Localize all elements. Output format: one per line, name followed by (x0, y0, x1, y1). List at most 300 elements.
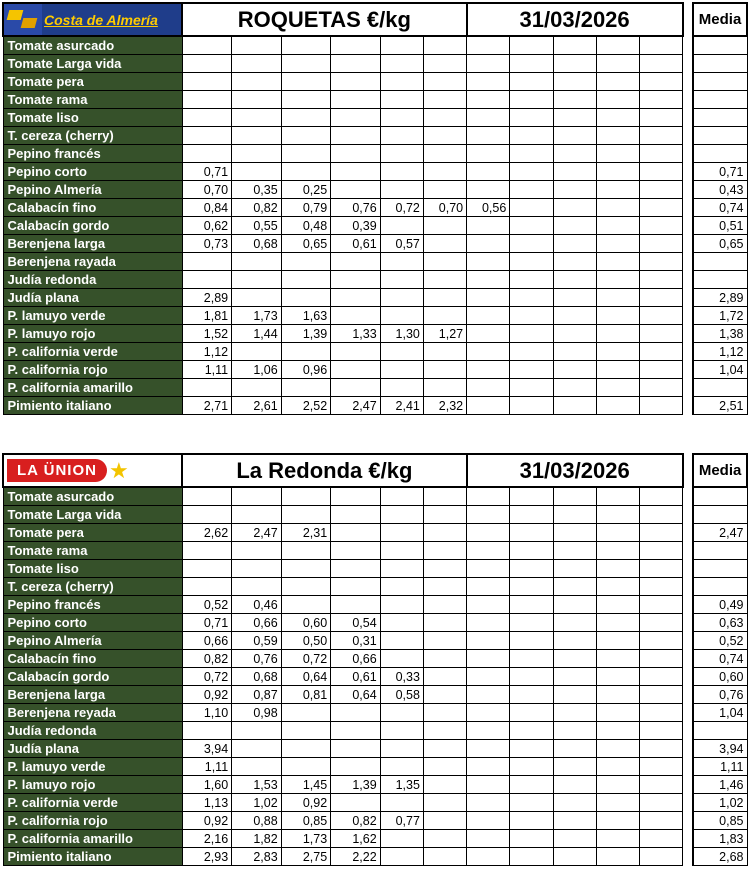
price-cell: 2,83 (232, 848, 282, 866)
price-cell (596, 686, 639, 704)
table-row (3, 578, 747, 596)
product-name: Tomate pera (3, 524, 182, 542)
price-cell (639, 524, 682, 542)
price-cell: 3,94 (182, 740, 232, 758)
product-name: Tomate rama (3, 542, 182, 560)
spacer (683, 55, 694, 73)
price-cell (467, 632, 510, 650)
price-cell (510, 487, 553, 506)
price-cell (510, 253, 553, 271)
price-cell (380, 91, 423, 109)
price-cell (331, 163, 381, 181)
spacer (683, 91, 694, 109)
price-cell (467, 704, 510, 722)
price-cell (467, 289, 510, 307)
price-date: 31/03/2026 (467, 454, 683, 487)
price-cell (232, 127, 282, 145)
price-cell (467, 397, 510, 415)
price-cell: 2,41 (380, 397, 423, 415)
price-cell (380, 596, 423, 614)
table-row (3, 506, 747, 524)
price-cell (510, 109, 553, 127)
average-cell: 2,68 (693, 848, 747, 866)
price-cell (467, 776, 510, 794)
price-cell (182, 578, 232, 596)
price-cell (423, 307, 466, 325)
table-row (3, 127, 747, 145)
price-cell: 1,60 (182, 776, 232, 794)
product-name: P. california rojo (3, 812, 182, 830)
price-cell (380, 542, 423, 560)
price-cell: 1,11 (182, 758, 232, 776)
price-cell (331, 596, 381, 614)
price-cell (182, 487, 232, 506)
spacer (683, 830, 694, 848)
price-cell: 1,39 (281, 325, 331, 343)
price-cell: 1,30 (380, 325, 423, 343)
table-row (3, 704, 747, 722)
price-cell (467, 812, 510, 830)
average-cell: 0,74 (693, 199, 747, 217)
price-cell (423, 379, 466, 397)
table-row (3, 55, 747, 73)
price-cell (467, 740, 510, 758)
price-cell (596, 361, 639, 379)
price-cell (639, 361, 682, 379)
price-cell: 0,54 (331, 614, 381, 632)
average-cell: 0,76 (693, 686, 747, 704)
price-cell: 0,77 (380, 812, 423, 830)
price-cell (510, 361, 553, 379)
price-cell (423, 542, 466, 560)
spacer (683, 722, 694, 740)
price-cell (467, 794, 510, 812)
price-cell (467, 379, 510, 397)
price-cell: 1,02 (232, 794, 282, 812)
price-cell: 0,84 (182, 199, 232, 217)
average-cell (693, 91, 747, 109)
price-cell: 0,88 (232, 812, 282, 830)
price-cell (380, 145, 423, 163)
product-name: P. california amarillo (3, 830, 182, 848)
price-cell (639, 794, 682, 812)
price-cell (423, 722, 466, 740)
spacer (683, 524, 694, 542)
price-cell (423, 181, 466, 199)
price-cell (639, 163, 682, 181)
average-cell (693, 127, 747, 145)
table-row (3, 343, 747, 361)
price-cell (596, 199, 639, 217)
table-row (3, 73, 747, 91)
price-cell (596, 596, 639, 614)
average-cell (693, 379, 747, 397)
price-cell (331, 55, 381, 73)
product-name: Tomate liso (3, 109, 182, 127)
price-cell: 0,66 (232, 614, 282, 632)
price-cell: 2,52 (281, 397, 331, 415)
price-cell (467, 650, 510, 668)
price-cell: 2,71 (182, 397, 232, 415)
price-cell (596, 36, 639, 55)
product-name: Berenjena larga (3, 686, 182, 704)
product-name: Pepino francés (3, 596, 182, 614)
price-cell (423, 578, 466, 596)
spacer (683, 686, 694, 704)
price-cell (510, 776, 553, 794)
average-cell (693, 560, 747, 578)
price-block-la-redonda (2, 453, 748, 866)
price-cell (281, 127, 331, 145)
price-cell: 1,06 (232, 361, 282, 379)
price-cell (423, 794, 466, 812)
product-name: T. cereza (cherry) (3, 578, 182, 596)
price-cell: 0,92 (182, 686, 232, 704)
price-cell (380, 127, 423, 145)
price-cell (232, 289, 282, 307)
spacer (683, 758, 694, 776)
product-name: Pimiento italiano (3, 848, 182, 866)
product-name: P. lamuyo verde (3, 758, 182, 776)
price-cell (553, 379, 596, 397)
price-cell (553, 487, 596, 506)
price-cell (182, 127, 232, 145)
price-cell (467, 614, 510, 632)
spacer (683, 145, 694, 163)
spacer (683, 506, 694, 524)
price-cell (467, 109, 510, 127)
product-name: P. california rojo (3, 361, 182, 379)
price-cell (510, 560, 553, 578)
spacer (683, 307, 694, 325)
price-cell: 2,62 (182, 524, 232, 542)
average-cell: 3,94 (693, 740, 747, 758)
table-row (3, 253, 747, 271)
average-cell (693, 36, 747, 55)
price-cell (423, 487, 466, 506)
price-cell: 0,52 (182, 596, 232, 614)
price-cell (467, 506, 510, 524)
price-cell: 0,81 (281, 686, 331, 704)
price-cell (423, 343, 466, 361)
price-cell (423, 686, 466, 704)
price-cell (380, 217, 423, 235)
price-cell: 2,22 (331, 848, 381, 866)
price-cell (510, 614, 553, 632)
price-cell (639, 614, 682, 632)
price-cell (281, 271, 331, 289)
price-cell (467, 55, 510, 73)
price-cell: 0,57 (380, 235, 423, 253)
price-cell (423, 668, 466, 686)
average-cell: 0,43 (693, 181, 747, 199)
price-cell: 0,59 (232, 632, 282, 650)
price-cell: 0,64 (331, 686, 381, 704)
average-cell (693, 506, 747, 524)
price-cell (232, 91, 282, 109)
table-row (3, 109, 747, 127)
price-cell (639, 812, 682, 830)
price-cell: 2,16 (182, 830, 232, 848)
average-cell (693, 109, 747, 127)
price-cell (510, 686, 553, 704)
price-cell (553, 145, 596, 163)
price-cell: 1,13 (182, 794, 232, 812)
price-cell: 0,71 (182, 163, 232, 181)
spacer (683, 3, 694, 36)
price-cell (596, 487, 639, 506)
price-cell: 0,60 (281, 614, 331, 632)
price-cell (467, 560, 510, 578)
price-cell: 0,76 (331, 199, 381, 217)
price-cell (596, 163, 639, 181)
price-cell (596, 506, 639, 524)
logo-mark-icon (4, 4, 42, 35)
price-cell (596, 812, 639, 830)
price-cell (331, 145, 381, 163)
spacer (683, 812, 694, 830)
average-cell (693, 722, 747, 740)
spacer (683, 668, 694, 686)
price-cell (510, 848, 553, 866)
price-cell (331, 271, 381, 289)
price-cell (510, 163, 553, 181)
price-cell (639, 487, 682, 506)
price-cell (553, 812, 596, 830)
price-cell (467, 578, 510, 596)
price-cell (182, 722, 232, 740)
price-cell (423, 632, 466, 650)
price-cell (510, 740, 553, 758)
spacer (683, 632, 694, 650)
spacer (683, 650, 694, 668)
price-cell (596, 848, 639, 866)
price-cell (331, 560, 381, 578)
price-cell (423, 361, 466, 379)
price-cell: 0,70 (182, 181, 232, 199)
average-cell (693, 487, 747, 506)
average-cell (693, 55, 747, 73)
product-name: Tomate rama (3, 91, 182, 109)
price-cell (553, 55, 596, 73)
star-icon: ★ (108, 457, 129, 483)
price-cell: 2,47 (232, 524, 282, 542)
price-cell (232, 145, 282, 163)
price-cell (232, 163, 282, 181)
price-cell (639, 271, 682, 289)
logo (3, 454, 182, 487)
logo-text: Costa de Almería (44, 11, 158, 28)
media-header: Media (693, 3, 747, 36)
product-name: Calabacín fino (3, 650, 182, 668)
price-cell (467, 127, 510, 145)
average-cell: 1,11 (693, 758, 747, 776)
price-cell (423, 614, 466, 632)
price-cell: 1,44 (232, 325, 282, 343)
market-title: La Redonda €/kg (182, 454, 466, 487)
price-cell (510, 578, 553, 596)
price-cell: 1,33 (331, 325, 381, 343)
price-cell (331, 109, 381, 127)
price-cell (380, 794, 423, 812)
price-cell (380, 361, 423, 379)
price-cell (596, 776, 639, 794)
spacer (683, 163, 694, 181)
price-cell (553, 91, 596, 109)
price-cell (467, 181, 510, 199)
spacer (683, 253, 694, 271)
table-row (3, 91, 747, 109)
price-cell (232, 109, 282, 127)
price-cell (553, 758, 596, 776)
price-cell: 0,76 (232, 650, 282, 668)
price-cell (423, 235, 466, 253)
average-cell: 1,46 (693, 776, 747, 794)
price-cell (281, 91, 331, 109)
price-cell (596, 343, 639, 361)
price-cell: 2,61 (232, 397, 282, 415)
product-name: Tomate Larga vida (3, 506, 182, 524)
price-cell (281, 578, 331, 596)
table-row (3, 524, 747, 542)
table-row (3, 271, 747, 289)
average-cell: 2,89 (693, 289, 747, 307)
price-table (2, 453, 748, 866)
product-name: Pepino francés (3, 145, 182, 163)
price-cell (281, 343, 331, 361)
price-cell (281, 596, 331, 614)
price-cell (510, 199, 553, 217)
price-cell (182, 36, 232, 55)
price-cell (553, 361, 596, 379)
price-cell (380, 740, 423, 758)
price-cell (423, 848, 466, 866)
price-cell: 2,75 (281, 848, 331, 866)
logo (3, 3, 182, 36)
price-cell (380, 848, 423, 866)
price-cell (639, 217, 682, 235)
price-cell (423, 560, 466, 578)
spacer (683, 289, 694, 307)
price-cell (596, 794, 639, 812)
price-cell: 0,35 (232, 181, 282, 199)
price-cell: 0,70 (423, 199, 466, 217)
price-cell (232, 722, 282, 740)
price-cell (232, 487, 282, 506)
price-cell: 1,73 (281, 830, 331, 848)
price-cell (467, 163, 510, 181)
price-cell (380, 109, 423, 127)
table-row (3, 614, 747, 632)
price-cell (423, 506, 466, 524)
price-cell (596, 740, 639, 758)
price-cell (510, 397, 553, 415)
price-cell (281, 740, 331, 758)
spacer (683, 325, 694, 343)
table-row (3, 487, 747, 506)
price-cell (639, 325, 682, 343)
table-row (3, 361, 747, 379)
price-cell (639, 73, 682, 91)
price-cell (380, 506, 423, 524)
price-date: 31/03/2026 (467, 3, 683, 36)
price-cell: 0,66 (182, 632, 232, 650)
price-block-roquetas (2, 2, 748, 415)
price-cell (232, 36, 282, 55)
price-cell (639, 722, 682, 740)
price-cell (553, 325, 596, 343)
price-cell: 2,31 (281, 524, 331, 542)
price-cell: 0,66 (331, 650, 381, 668)
price-cell (380, 163, 423, 181)
price-cell (596, 668, 639, 686)
price-cell (232, 740, 282, 758)
price-cell (639, 596, 682, 614)
price-cell (639, 650, 682, 668)
table-row (3, 181, 747, 199)
price-cell: 0,92 (281, 794, 331, 812)
price-cell (639, 560, 682, 578)
table-row (3, 163, 747, 181)
spacer (683, 181, 694, 199)
price-cell (596, 73, 639, 91)
price-cell (423, 289, 466, 307)
price-cell (281, 506, 331, 524)
price-cell (467, 596, 510, 614)
price-cell: 0,25 (281, 181, 331, 199)
price-cell (639, 36, 682, 55)
price-cell: 0,33 (380, 668, 423, 686)
price-cell (553, 343, 596, 361)
price-cell (596, 379, 639, 397)
price-cell (510, 91, 553, 109)
product-name: Pimiento italiano (3, 397, 182, 415)
price-cell (182, 560, 232, 578)
price-cell (510, 758, 553, 776)
price-cell (331, 181, 381, 199)
price-cell (510, 704, 553, 722)
price-cell (510, 307, 553, 325)
price-cell (639, 109, 682, 127)
price-cell (510, 668, 553, 686)
price-cell (596, 55, 639, 73)
average-cell: 1,02 (693, 794, 747, 812)
price-cell (510, 271, 553, 289)
price-cell (331, 487, 381, 506)
product-name: Tomate asurcado (3, 487, 182, 506)
price-cell (553, 578, 596, 596)
average-cell: 1,04 (693, 361, 747, 379)
price-cell (380, 289, 423, 307)
price-cell (281, 487, 331, 506)
price-cell (596, 289, 639, 307)
table-row (3, 830, 747, 848)
price-cell (182, 109, 232, 127)
price-cell (510, 632, 553, 650)
price-cell (380, 578, 423, 596)
average-cell (693, 145, 747, 163)
price-cell (639, 578, 682, 596)
price-cell: 1,81 (182, 307, 232, 325)
price-cell: 0,79 (281, 199, 331, 217)
table-row (3, 848, 747, 866)
price-cell (182, 379, 232, 397)
price-cell (331, 289, 381, 307)
product-name: Pepino corto (3, 614, 182, 632)
price-cell (423, 758, 466, 776)
price-cell (510, 650, 553, 668)
spacer (683, 36, 694, 55)
